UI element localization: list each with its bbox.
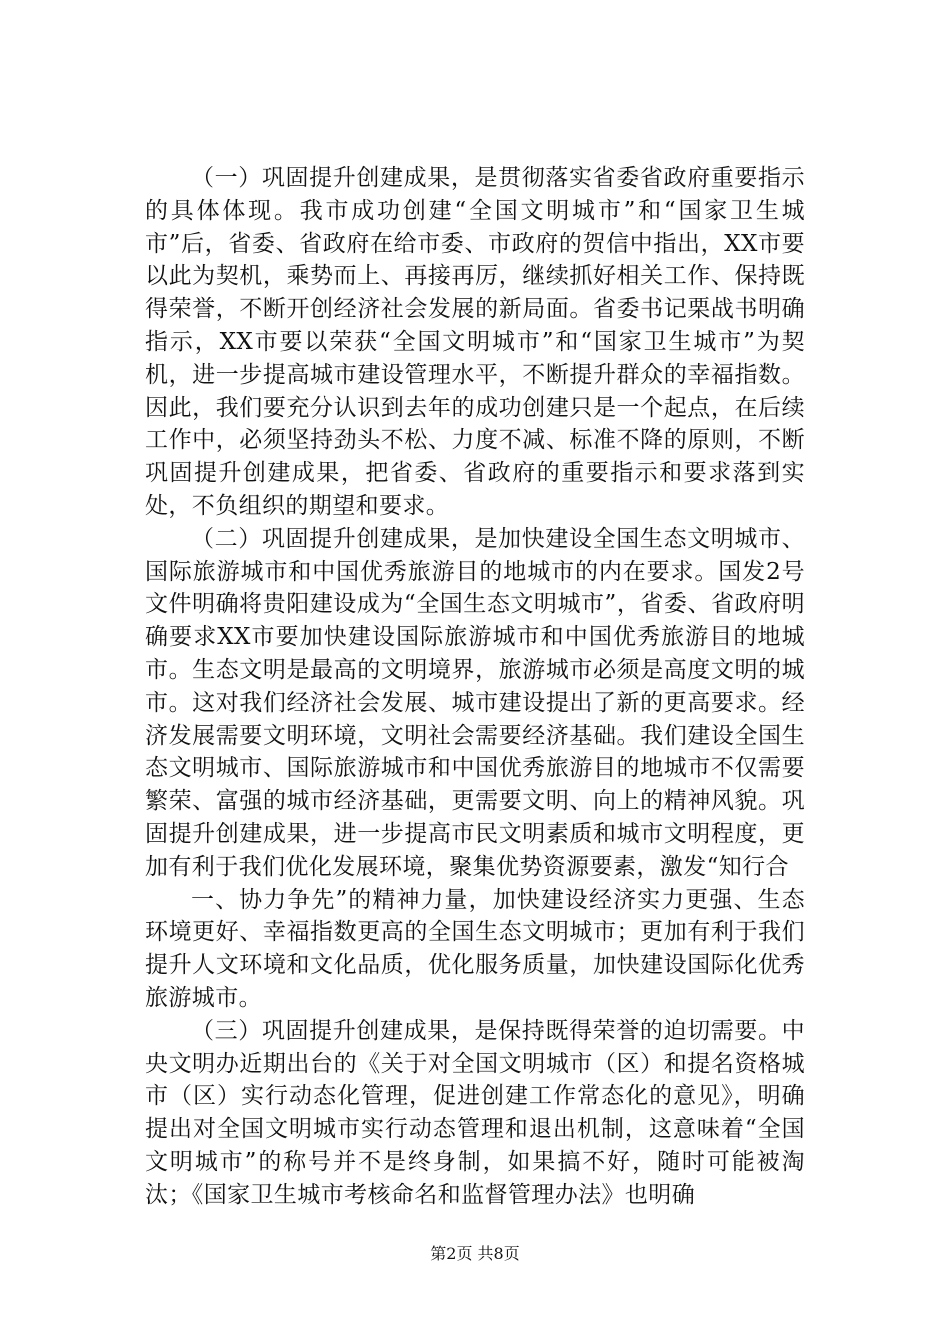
paragraph-4: （三）巩固提升创建成果，是保持既得荣誉的迫切需要。中央文明办近期出台的《关于对全国文明城市（区）和提名资格城市（区）实行动态化管理，促进创建工作常态化的意见》，明确提出对全国文明城市实行动态管理和退出机制，这意味着“全国文明城市”的称号并不是终身制，如果搞不好，随时可能被淘汰；《国家卫生城市考核命名和监督管理办法》也明确: [145, 1017, 805, 1208]
paragraph-2: （二）巩固提升创建成果，是加快建设全国生态文明城市、国际旅游城市和中国优秀旅游目的地城市的内在要求。国发2号文件明确将贵阳建设成为“全国生态文明城市”，省委、省政府明确要求XX市要加快建设国际旅游城市和中国优秀旅游目的地城市。生态文明是最高的文明境界，旅游城市必须是高度文明的城市。这对我们经济社会发展、城市建设提出了新的更高要求。经济发展需要文明环境，文明社会需要经济基础。我们建设全国生态文明城市、国际旅游城市和中国优秀旅游目的地城市不仅需要繁荣、富强的城市经济基础，更需要文明、向上的精神风貌。巩固提升创建成果，进一步提高市民文明素质和城市文明程度，更加有利于我们优化发展环境，聚集优势资源要素，激发“知行合: [145, 525, 805, 880]
paragraph-1: （一）巩固提升创建成果，是贯彻落实省委省政府重要指示的具体体现。我市成功创建“全国文明城市”和“国家卫生城市”后，省委、省政府在给市委、市政府的贺信中指出，XX市要以此为契机，乘势而上、再接再厉，继续抓好相关工作、保持既得荣誉，不断开创经济社会发展的新局面。省委书记栗战书明确指示，XX市要以荣获“全国文明城市”和“国家卫生城市”为契机，进一步提高城市建设管理水平，不断提升群众的幸福指数。因此，我们要充分认识到去年的成功创建只是一个起点，在后续工作中，必须坚持劲头不松、力度不减、标准不降的原则，不断巩固提升创建成果，把省委、省政府的重要指示和要求落到实处，不负组织的期望和要求。: [145, 165, 805, 519]
document-body: [145, 162, 805, 1212]
page-number-footer: 第2页 共8页: [430, 1244, 520, 1263]
paragraph-3: 一、协力争先”的精神力量，加快建设经济实力更强、生态环境更好、幸福指数更高的全国生态文明城市；更加有利于我们提升人文环境和文化品质，优化服务质量，加快建设国际化优秀旅游城市。: [145, 886, 805, 1011]
